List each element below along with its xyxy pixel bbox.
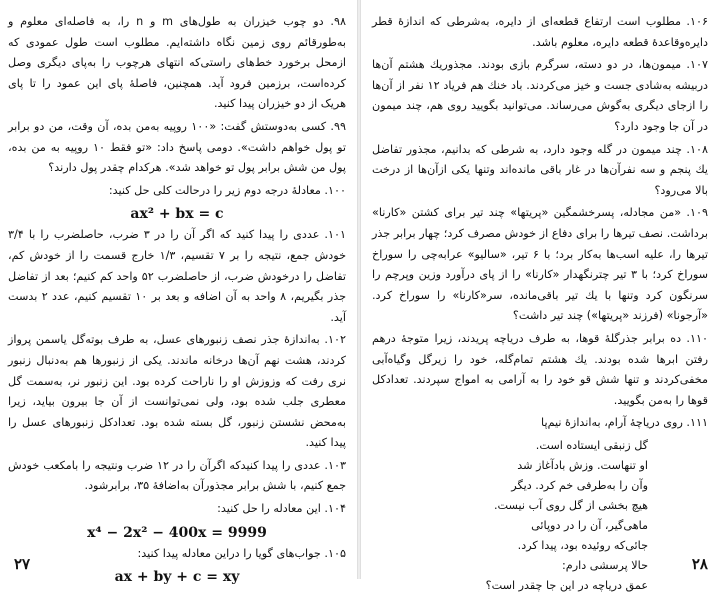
formula-quadratic: ax² + bx = c bbox=[130, 206, 224, 223]
problem-111: ۱۱۱. روی دریاچهٔ آرام، به‌اندازهٔ نیم‌پا bbox=[541, 416, 708, 430]
poem-line: وآن را به‌طرفی خم کرد. دیگر bbox=[511, 478, 648, 492]
poem-line: گل زنبقی ایستاده است. bbox=[535, 438, 648, 452]
formula-quartic: x⁴ − 2x² − 400x = 9999 bbox=[87, 524, 267, 541]
right-page bbox=[362, 0, 722, 592]
poem-line: او تنهاست. وزش بادآغاز شد bbox=[517, 458, 648, 472]
poem-line: هیچ بخشی از گل روی آب نیست. bbox=[494, 498, 648, 512]
poem-line: جائی‌که روئیده بود، پیدا کرد. bbox=[517, 538, 648, 552]
problem-109: ۱۰۹. «من مجادله، پسرخشمگین «پریتها» چند تیر برای کشتن «کارنا» برداشت. نصف تیرها را برای دفاع از خودش مصرف کرد؛ چهار برابر جذر تیرها را، علیه اسب‌ها به‌کار برد؛ با ۶ تیر، «سالیو» عرابه‌چی را سوراخ سوراخ کرد؛ با ۳ تیر چترنگهدار «کارنا» را از پای درآورد وزین وپرچم را سرنگون کرد وتنها با یك تیر باقی‌مانده، سر«کارنا» را سوراخ کرد. «آرجونا» (فرزند «پریتها») چند تیر داشت؟ bbox=[372, 206, 708, 323]
left-page bbox=[0, 0, 356, 586]
poem-line: حالا پرسشی دارم: bbox=[562, 558, 648, 572]
formula-diophantine: ax + by + c = xy bbox=[114, 569, 240, 586]
problem-110: ۱۱۰. ده برابر جذرگلهٔ قوها، به طرف دریاچه پریدند، زیرا متوجهٔ درهم رفتن ابرها شده بودند. یك هشتم تمام‌گله، خود را زیرگل وگیاه‌آبی مخفی‌کردند و تنها شش قو خود را به آرامی به امواج سپردند. تعدادکل قوها را به‌من بگویید. bbox=[372, 331, 708, 407]
page-number-right: ۲۸ bbox=[691, 555, 708, 573]
problem-98: ۹۸. دو چوب خیزران به طول‌های m و n را، به فاصله‌ای معلوم و به‌طورقائم روی زمین نگاه داشته‌ایم. مطلوب است طول عمودی که ازمحل برخورد خط‌های راستی‌که انتهای هرچوب را به‌پای دیگری وصل کرده‌است، برزمین فرود آید. همچنین، فاصلهٔ پای این عمود را تا پای هریک از دو خیزران پیدا کنید. bbox=[8, 15, 347, 111]
book-gutter bbox=[357, 0, 361, 579]
problem-105: ۱۰۵. جواب‌های گویا را دراین معادله پیدا کنید: bbox=[137, 546, 346, 560]
problem-101: ۱۰۱. عددی را پیدا کنید که اگر آن را در ۳ ضرب، حاصلضرب را با ۳/۴ خودش جمع، نتیجه را بر ۷ تقسیم، ۱/۳ خارج قسمت را از خودش کم، تفاضل را درخودش ضرب، از حاصلضرب ۵۲ واحد کم کنیم؛ بعد از تفاضل جذر بگیریم، ۸ واحد به آن اضافه و بعد بر ۱۰ تقسیم کنیم، عدد ۲ بدست آید. bbox=[8, 228, 346, 324]
problem-99: ۹۹. کسی به‌دوستش گفت: «۱۰۰ روپیه به‌من بده، آن وقت، من دو برابر تو پول خواهم داشت». دومی پاسخ داد: «تو فقط ۱۰ روپیه به من بده، پول من شش برابر پول تو خواهد شد». هرکدام چقدر پول دارند؟ bbox=[8, 119, 346, 175]
page-number-left: ۲۷ bbox=[14, 555, 31, 573]
poem bbox=[372, 436, 708, 596]
problem-108: ۱۰۸. چند میمون در گله وجود دارد، به شرطی که بدانیم، مجذور تفاضل یك پنجم و سه نفرآن‌ها در غار باقی مانده‌اند وتنها یکی ازآن‌ها از درخت بالا می‌رود؟ bbox=[372, 142, 708, 197]
problem-102: ۱۰۲. به‌اندازهٔ جذر نصف زنبورهای عسل، به طرف بوته‌گل یاسمن پرواز کردند، هشت نهم آن‌ها درخانه ماندند. یکی از زنبورها هم به‌دنبال زنبور نری رفت که وزوزش او را ناراحت کرده بود. این زنبور نر، به‌سمت گل معطری جلب شده بود، ولی نمی‌توانست از آن جا بیرون بیاید، زیرا به‌محض نشستن زنبور، گل بسته شده بود. تعدادکل زنبورهای عسل را پیدا کنید. bbox=[8, 333, 346, 450]
poem-line: عمق دریاچه در این جا چقدر است؟ bbox=[485, 578, 648, 592]
problem-107: ۱۰۷. میمون‌ها، در دو دسته، سرگرم بازی بودند. مجذوریك هشتم آن‌ها دربیشه به‌شادی جست و خیز می‌کردند. باد خنك هم فریاد ۱۲ نفر از آن‌ها را ازجای دیگری به‌گوش می‌رساند. می‌توانید بگویید روی هم، چند میمون در آن جا وجود دارد؟ bbox=[372, 58, 708, 133]
poem-line: ماهی‌گیر، آن را در دوپائی bbox=[531, 518, 648, 532]
problem-100: ۱۰۰. معادلهٔ درجه دوم زیر را درحالت کلی حل کنید: bbox=[108, 183, 346, 197]
problem-103: ۱۰۳. عددی را پیدا کنیدکه اگرآن را در ۱۲ ضرب ونتیجه را بامکعب خودش جمع کنیم، با شش برابر مجذورآن به‌اضافهٔ ۳۵، برابرشود. bbox=[8, 458, 346, 493]
problem-104: ۱۰۴. این معادله را حل کنید: bbox=[217, 502, 346, 516]
problem-106: ۱۰۶. مطلوب است ارتفاع قطعه‌ای از دایره، به‌شرطی که اندازهٔ قطر دایره‌وقاعدهٔ قطعه دایره، معلوم باشد. bbox=[372, 15, 708, 49]
